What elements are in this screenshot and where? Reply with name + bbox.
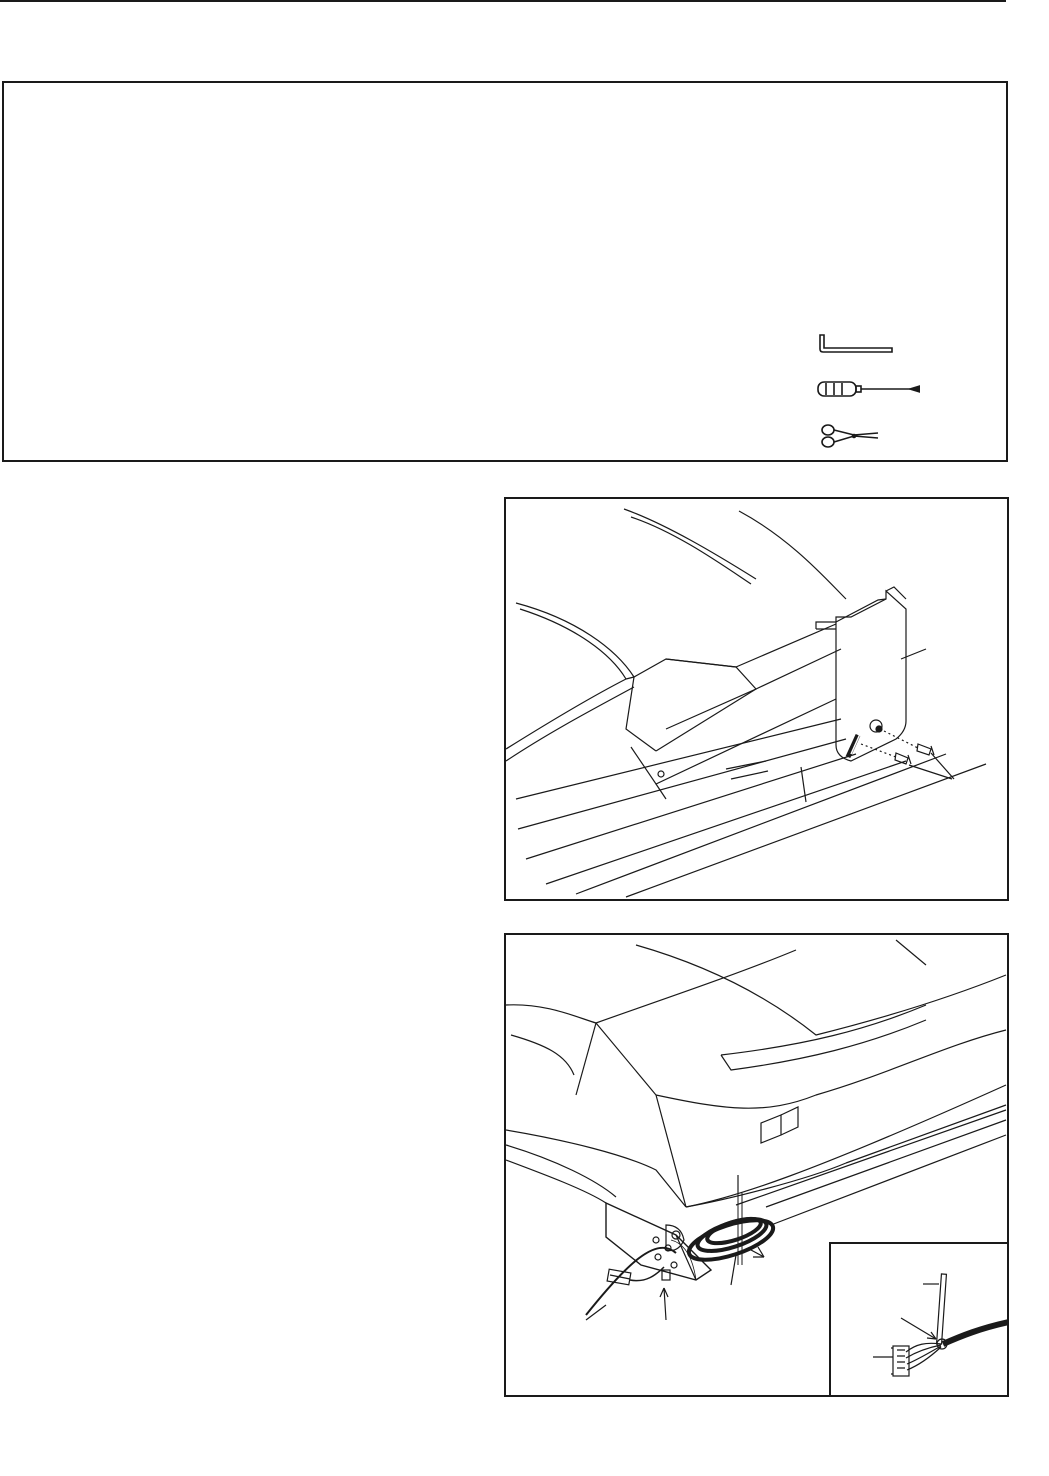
top-rule (0, 0, 1006, 2)
hex-key-icon (820, 335, 892, 352)
tools-list (810, 329, 920, 459)
treadmill-top-drawing (506, 509, 986, 897)
wire-bundle-figure (504, 933, 1009, 1397)
scissors-icon (822, 425, 878, 447)
phillips-screwdriver-icon (818, 382, 920, 396)
shield-installation-figure (504, 497, 1009, 901)
tools-box (2, 81, 1008, 462)
connector-detail-inset (829, 1242, 1009, 1397)
